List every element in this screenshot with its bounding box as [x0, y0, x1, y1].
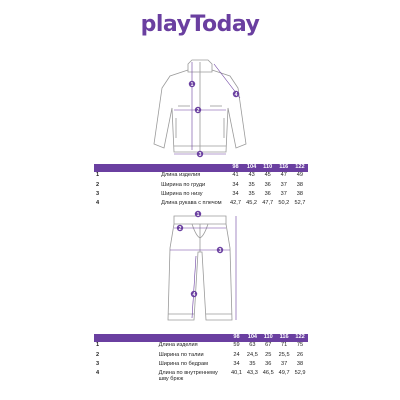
- jacket-size-table: [94, 164, 308, 210]
- brand-logo: playToday: [140, 12, 260, 37]
- svg-text:4: 4: [192, 291, 196, 298]
- jacket-sketch: [140, 58, 260, 160]
- svg-text:1: 1: [196, 211, 200, 218]
- svg-text:3: 3: [218, 247, 222, 254]
- svg-text:2: 2: [196, 107, 200, 114]
- pants-sketch: [140, 208, 260, 330]
- table-row: 1 Длина изделия 41 43 45 47 49: [96, 172, 304, 179]
- table-row: 3 Ширина по бедрам 34 35 36 37 38: [96, 360, 304, 367]
- table-row: 2 Ширина по груди 34 35 36 37 38: [96, 181, 304, 188]
- table-row: 1 Длина изделия 59 63 67 71 75: [96, 342, 304, 349]
- table-row: 2 Ширина по талии 24 24,5 25 25,5 26: [96, 351, 304, 358]
- jacket-table-header: 98 104 110 116 122: [94, 164, 308, 172]
- table-row: 3 Ширина по низу 34 35 36 37 38: [96, 190, 304, 197]
- svg-text:3: 3: [198, 151, 202, 158]
- svg-text:2: 2: [178, 225, 182, 232]
- pants-size-table: [94, 334, 308, 384]
- svg-text:1: 1: [190, 81, 194, 88]
- svg-text:4: 4: [234, 91, 238, 98]
- table-row: 4 Длина рукава с плечом 42,7 45,2 47,7 50,2 52,7: [96, 200, 306, 207]
- table-row: 4 Длина по внутреннему шву брюк 40,1 43,3 46,5 49,7 52,9: [96, 370, 306, 382]
- pants-table-header: 98 104 110 116 122: [94, 334, 308, 342]
